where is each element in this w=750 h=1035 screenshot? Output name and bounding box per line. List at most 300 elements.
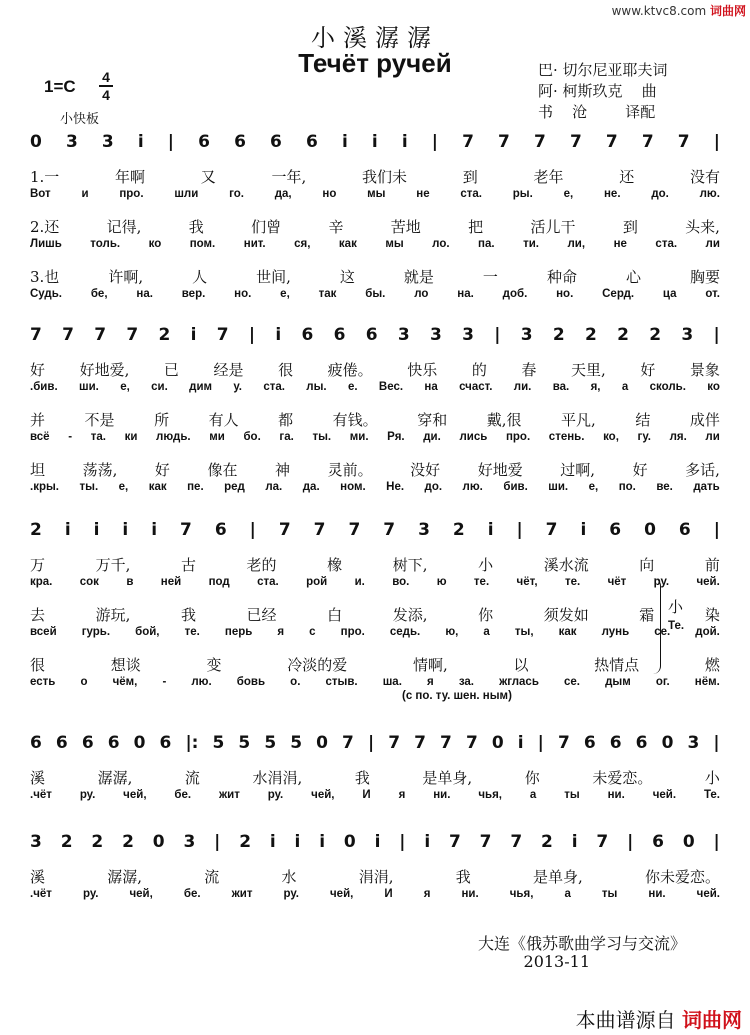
lyric-russian: ру. bbox=[79, 789, 96, 801]
lyric-russian: .чёт bbox=[30, 888, 52, 900]
lyric-russian: кра. bbox=[30, 576, 53, 588]
lyric-russian: бы. bbox=[365, 288, 386, 300]
lyric-russian: да, bbox=[274, 188, 292, 200]
note: 3 bbox=[101, 132, 114, 152]
lyric-russian: чья, bbox=[478, 789, 502, 801]
lyric-chinese: 想谈 bbox=[110, 656, 141, 674]
lyric-russian: я, bbox=[590, 381, 601, 393]
lyric-russian: - bbox=[68, 431, 73, 443]
lyric-chinese: 潺潺, bbox=[107, 868, 143, 886]
lyric-chinese: 好 bbox=[30, 361, 46, 379]
lyric-russian: не bbox=[613, 238, 627, 250]
lyric-russian: ном. bbox=[340, 481, 366, 493]
lyric-chinese: 古 bbox=[180, 556, 196, 574]
lyric-russian: ру. bbox=[653, 576, 670, 588]
lyric-russian: .кры. bbox=[30, 481, 59, 493]
barline: | bbox=[431, 132, 438, 152]
lyric-russian: ши. bbox=[548, 481, 569, 493]
lyric-russian: седь. bbox=[389, 626, 421, 638]
lyric-russian: ла. bbox=[265, 481, 283, 493]
tempo-marking: 小快板 bbox=[60, 112, 100, 127]
lyric-russian: И bbox=[384, 888, 393, 900]
lyric-russian: го. bbox=[229, 188, 244, 200]
lyric-chinese: 你 bbox=[524, 769, 540, 787]
lyric-russian: гу. bbox=[637, 431, 651, 443]
lyrics-russian-row bbox=[30, 381, 720, 393]
credit-composer: 阿· 柯斯玖克 曲 bbox=[538, 82, 657, 100]
lyric-russian: чей. bbox=[652, 789, 677, 801]
lyric-russian: сколь. bbox=[649, 381, 686, 393]
lyric-chinese: 这 bbox=[339, 268, 355, 286]
lyric-russian: бе, bbox=[90, 288, 108, 300]
lyric-chinese: 1.一 bbox=[30, 168, 60, 186]
lyric-russian: про. bbox=[119, 188, 144, 200]
lyric-russian: чей. bbox=[696, 888, 720, 900]
lyric-chinese: 情啊, bbox=[412, 656, 448, 674]
lyric-russian: лю. bbox=[699, 188, 720, 200]
lyric-russian: ша. bbox=[382, 676, 402, 688]
note: 2 bbox=[649, 325, 662, 345]
lyrics-russian-row bbox=[30, 188, 720, 200]
note: 6 bbox=[678, 520, 691, 540]
lyric-russian: на. bbox=[457, 288, 474, 300]
lyric-russian: так bbox=[318, 288, 337, 300]
lyric-russian: ко, bbox=[603, 431, 619, 443]
note: 6 bbox=[159, 733, 172, 753]
barline: | bbox=[248, 325, 256, 345]
lyric-russian: чей. bbox=[696, 576, 720, 588]
note: 5 bbox=[264, 733, 277, 753]
lyric-russian: те. bbox=[184, 626, 200, 638]
repeat-bracket bbox=[652, 578, 661, 674]
note: 6 bbox=[333, 325, 346, 345]
lyric-russian: у. bbox=[233, 381, 242, 393]
lyric-chinese: 辛 bbox=[328, 218, 344, 236]
title-chinese: 小溪潺潺 bbox=[311, 24, 439, 52]
lyric-russian: га. bbox=[279, 431, 294, 443]
lyric-russian: о bbox=[80, 676, 88, 688]
lyric-chinese: 变 bbox=[206, 656, 222, 674]
lyric-chinese: 发添, bbox=[392, 606, 428, 624]
lyric-russian: ца bbox=[662, 288, 677, 300]
notation-row bbox=[30, 832, 720, 852]
meter-top: 4 bbox=[102, 69, 110, 85]
note: 7 bbox=[596, 832, 609, 852]
lyric-russian: не. bbox=[603, 188, 621, 200]
barline: | bbox=[713, 520, 720, 540]
lyric-chinese: 溪 bbox=[30, 868, 46, 886]
note: i bbox=[580, 520, 587, 540]
lyric-russian: ди. bbox=[423, 431, 441, 443]
note: 3 bbox=[681, 325, 694, 345]
lyrics-chinese-row bbox=[30, 767, 720, 788]
lyric-chinese: 还 bbox=[619, 168, 635, 186]
lyric-chinese: 好 bbox=[640, 361, 656, 379]
note: 3 bbox=[520, 325, 533, 345]
lyric-russian: во. bbox=[392, 576, 410, 588]
lyric-chinese: 未爱恋。 bbox=[592, 769, 653, 787]
note: 7 bbox=[605, 132, 618, 152]
lyrics-chinese-row bbox=[30, 166, 720, 187]
note: 3 bbox=[429, 325, 442, 345]
notation-row bbox=[30, 325, 720, 345]
lyric-chinese: 已经 bbox=[246, 606, 277, 624]
lyric-chinese: 已 bbox=[163, 361, 179, 379]
lyric-chinese: 多话, bbox=[685, 461, 720, 479]
lyric-russian: под bbox=[208, 576, 230, 588]
lyric-chinese: 霜 bbox=[639, 606, 655, 624]
note: 2 bbox=[541, 832, 553, 852]
lyric-russian: стень. bbox=[548, 431, 585, 443]
lyric-russian: бив. bbox=[503, 481, 528, 493]
lyric-russian: стыв. bbox=[325, 676, 358, 688]
note: 6 bbox=[305, 132, 318, 152]
lyric-russian: лись bbox=[459, 431, 488, 443]
note: i bbox=[151, 520, 158, 540]
lyric-chinese: 万 bbox=[30, 556, 46, 574]
lyric-russian: е, bbox=[118, 481, 129, 493]
lyric-russian: ста. bbox=[257, 576, 279, 588]
lyrics-chinese-row bbox=[30, 554, 720, 575]
note: 0 bbox=[316, 733, 328, 753]
origin-site: 词曲网 bbox=[682, 1008, 742, 1032]
lyric-russian: я bbox=[277, 626, 285, 638]
note: 6 bbox=[270, 132, 282, 152]
lyrics-chinese-row bbox=[30, 866, 720, 887]
lyric-russian: дим bbox=[189, 381, 213, 393]
lyric-russian: ли bbox=[705, 238, 720, 250]
barline: | bbox=[367, 733, 375, 753]
lyric-chinese: 老年 bbox=[533, 168, 564, 186]
note: 0 bbox=[152, 832, 165, 852]
lyric-chinese: 们曾 bbox=[251, 218, 282, 236]
lyric-russian: от. bbox=[705, 288, 720, 300]
note: i bbox=[374, 832, 381, 852]
lyric-chinese: 疲倦。 bbox=[327, 361, 373, 379]
lyric-russian: всё bbox=[30, 431, 50, 443]
watermark-url: www.ktvc8.com bbox=[611, 4, 707, 18]
barline: | bbox=[713, 325, 720, 345]
lyric-russian: мы bbox=[367, 188, 386, 200]
lyric-russian: ли, bbox=[567, 238, 586, 250]
lyric-chinese: 成伴 bbox=[689, 411, 720, 429]
lyric-russian: да. bbox=[302, 481, 320, 493]
lyric-russian: ли. bbox=[513, 381, 532, 393]
lyric-russian: Судь. bbox=[30, 288, 62, 300]
lyric-chinese: 是单身, bbox=[532, 868, 583, 886]
lyric-chinese: 水涓涓, bbox=[252, 769, 303, 787]
lyric-russian: чей, bbox=[129, 888, 153, 900]
lyric-chinese: 溪 bbox=[30, 769, 46, 787]
time-signature bbox=[99, 70, 113, 102]
lyric-chinese: 是单身, bbox=[422, 769, 473, 787]
lyric-russian: чей, bbox=[123, 789, 147, 801]
lyric-russian: чей, bbox=[330, 888, 354, 900]
lyric-russian: бе. bbox=[174, 789, 192, 801]
lyric-chinese: 天里, bbox=[570, 361, 606, 379]
note: 7 bbox=[342, 733, 354, 753]
lyric-chinese: 3.也 bbox=[30, 268, 60, 286]
lyric-chinese: 戴,很 bbox=[486, 411, 522, 429]
footer-source: 大连《俄苏歌曲学习与交流》 bbox=[477, 934, 686, 953]
lyric-russian: ло bbox=[414, 288, 429, 300]
lyric-russian: есть bbox=[30, 676, 56, 688]
lyric-chinese: 冷淡的爱 bbox=[287, 656, 348, 674]
credit-lyricist: 巴· 切尔尼亚耶夫词 bbox=[538, 61, 668, 79]
note: 6 bbox=[583, 733, 596, 753]
note: 2 bbox=[452, 520, 465, 540]
lyric-chinese: 去 bbox=[30, 606, 46, 624]
lyric-russian: е. bbox=[347, 381, 358, 393]
lyric-chinese: 一 bbox=[482, 268, 498, 286]
lyric-russian: про. bbox=[340, 626, 365, 638]
lyrics-chinese-row bbox=[30, 266, 720, 287]
lyric-russian: на. bbox=[136, 288, 153, 300]
lyric-russian: ни. bbox=[648, 888, 666, 900]
note: 7 bbox=[498, 132, 510, 152]
lyric-russian: жит bbox=[219, 789, 240, 801]
note: 7 bbox=[557, 733, 570, 753]
lyric-russian: жит bbox=[231, 888, 253, 900]
note: 7 bbox=[677, 132, 690, 152]
lyric-russian: Вот bbox=[30, 188, 51, 200]
lyric-chinese: 流 bbox=[204, 868, 220, 886]
lyric-russian: ни. bbox=[461, 888, 479, 900]
lyric-russian: ты, bbox=[514, 626, 534, 638]
note: i bbox=[517, 733, 524, 753]
lyric-chinese: 年啊 bbox=[115, 168, 146, 186]
note: 5 bbox=[290, 733, 303, 753]
note: 7 bbox=[414, 733, 426, 753]
lyric-russian: е, bbox=[120, 381, 130, 393]
lyric-russian: сок bbox=[79, 576, 99, 588]
lyric-russian: ста. bbox=[655, 238, 678, 250]
note: 7 bbox=[533, 132, 546, 152]
lyric-russian: лю. bbox=[462, 481, 483, 493]
key-signature: 1=C bbox=[44, 77, 76, 96]
lyric-russian: ру. bbox=[82, 888, 99, 900]
lyric-chinese: 平凡, bbox=[561, 411, 596, 429]
note: 7 bbox=[62, 325, 74, 345]
lyric-russian: мы bbox=[385, 238, 404, 250]
note: 7 bbox=[462, 132, 474, 152]
lyric-russian: та. bbox=[90, 431, 106, 443]
note: 6 bbox=[365, 325, 378, 345]
note: 0 bbox=[30, 132, 42, 152]
note: 3 bbox=[30, 832, 42, 852]
note: i bbox=[93, 520, 100, 540]
note: 5 bbox=[212, 733, 225, 753]
note: i bbox=[64, 520, 71, 540]
lyric-chinese: 2.还 bbox=[30, 218, 60, 236]
lyric-chinese: 涓涓, bbox=[358, 868, 394, 886]
lyric-russian: е, bbox=[280, 288, 290, 300]
note: 6 bbox=[234, 132, 246, 152]
lyric-chinese: 神 bbox=[275, 461, 291, 479]
lyric-russian: ты. bbox=[312, 431, 332, 443]
lyric-russian: се. bbox=[654, 626, 671, 638]
lyric-russian: ста. bbox=[263, 381, 285, 393]
note: 3 bbox=[397, 325, 410, 345]
lyric-chinese: 种命 bbox=[546, 268, 577, 286]
note: 6 bbox=[652, 832, 664, 852]
lyric-russian: бе. bbox=[183, 888, 201, 900]
note: 2 bbox=[91, 832, 104, 852]
lyric-chinese: 好 bbox=[154, 461, 170, 479]
lyric-russian: а bbox=[483, 626, 490, 638]
note: 3 bbox=[462, 325, 474, 345]
note: i bbox=[571, 832, 578, 852]
barline: | bbox=[494, 325, 501, 345]
lyric-russian: и bbox=[81, 188, 89, 200]
origin-banner bbox=[576, 1004, 742, 1033]
lyric-chinese: 记得, bbox=[106, 218, 142, 236]
note: i bbox=[294, 832, 301, 852]
lyric-russian: .бив. bbox=[30, 381, 58, 393]
lyric-chinese: 白 bbox=[327, 606, 343, 624]
barline: | bbox=[214, 832, 221, 852]
lyric-russian: но. bbox=[234, 288, 252, 300]
lyric-chinese: 潺潺, bbox=[97, 769, 133, 787]
lyric-russian: ло. bbox=[432, 238, 450, 250]
lyric-russian: за. bbox=[458, 676, 474, 688]
lyric-russian: Вес. bbox=[378, 381, 404, 393]
note: i bbox=[137, 132, 144, 152]
lyrics-chinese-row bbox=[30, 359, 720, 380]
note: i bbox=[269, 832, 276, 852]
lyric-russian: лунь bbox=[601, 626, 630, 638]
lyric-chinese: 须发如 bbox=[543, 606, 589, 624]
lyric-russian: ля. bbox=[669, 431, 687, 443]
lyric-chinese: 我们未 bbox=[362, 168, 408, 186]
lyric-russian: ры. bbox=[512, 188, 533, 200]
lyric-russian: до. bbox=[651, 188, 669, 200]
lyric-russian: шли bbox=[174, 188, 199, 200]
lyric-russian: чём, bbox=[112, 676, 138, 688]
lyric-russian: гурь. bbox=[81, 626, 111, 638]
lyric-chinese: 经是 bbox=[213, 361, 244, 379]
note: 7 bbox=[278, 520, 291, 540]
lyric-chinese: 苦地 bbox=[390, 218, 421, 236]
lyric-russian: доб. bbox=[502, 288, 528, 300]
note: 7 bbox=[465, 733, 478, 753]
note: i bbox=[424, 832, 431, 852]
lyrics-chinese-row bbox=[30, 216, 720, 237]
meter-bottom: 4 bbox=[102, 87, 110, 103]
lyric-chinese: 染 bbox=[704, 606, 720, 624]
lyric-russian: ко bbox=[148, 238, 162, 250]
note: 7 bbox=[94, 325, 107, 345]
lyric-chinese: 万千, bbox=[95, 556, 131, 574]
lyric-chinese: 到 bbox=[462, 168, 478, 186]
note: 3 bbox=[687, 733, 700, 753]
lyrics-russian-row bbox=[30, 288, 720, 300]
notation-row bbox=[30, 132, 720, 152]
lyric-russian: ю bbox=[436, 576, 447, 588]
lyric-russian: по. bbox=[618, 481, 636, 493]
lyric-russian: Не. bbox=[386, 481, 405, 493]
barline: | bbox=[537, 733, 544, 753]
note: 7 bbox=[641, 132, 654, 152]
lyric-chinese: 心 bbox=[625, 268, 641, 286]
note: 3 bbox=[65, 132, 78, 152]
lyric-chinese: 就是 bbox=[403, 268, 434, 286]
lyric-russian: счаст. bbox=[459, 381, 493, 393]
note: 7 bbox=[569, 132, 582, 152]
watermark-brand: 词曲网 bbox=[709, 4, 746, 18]
lyric-russian: но. bbox=[556, 288, 574, 300]
lyric-russian: ки bbox=[124, 431, 138, 443]
lyric-chinese: 小 bbox=[704, 769, 720, 787]
lyric-chinese: 荡荡, bbox=[82, 461, 118, 479]
note: 3 bbox=[418, 520, 430, 540]
lyric-russian: но bbox=[322, 188, 337, 200]
lyrics-russian-row bbox=[30, 676, 720, 688]
note: 2 bbox=[617, 325, 629, 345]
note: 2 bbox=[122, 832, 134, 852]
lyric-russian: ва. bbox=[552, 381, 570, 393]
note: i bbox=[122, 520, 129, 540]
note: 6 bbox=[214, 520, 227, 540]
lyric-russian: ши. bbox=[78, 381, 99, 393]
title-russian: Течёт ручей bbox=[298, 48, 452, 78]
note: 0 bbox=[644, 520, 656, 540]
lyric-russian: ли bbox=[705, 431, 720, 443]
lyric-russian: пе. bbox=[187, 481, 204, 493]
lyric-russian: с bbox=[309, 626, 316, 638]
lyric-chinese: 都 bbox=[278, 411, 294, 429]
lyric-chinese: 没好 bbox=[410, 461, 441, 479]
lyric-chinese: 水 bbox=[281, 868, 297, 886]
lyric-russian: си. bbox=[151, 381, 168, 393]
site-watermark bbox=[612, 2, 746, 19]
note: 7 bbox=[383, 520, 396, 540]
note: 2 bbox=[552, 325, 565, 345]
lyric-russian: бой, bbox=[135, 626, 160, 638]
barline: | bbox=[713, 832, 720, 852]
lyric-russian: ни. bbox=[433, 789, 451, 801]
note: 6 bbox=[30, 733, 42, 753]
note: 6 bbox=[81, 733, 94, 753]
lyric-chinese: 坦 bbox=[30, 461, 46, 479]
notation-row bbox=[30, 733, 720, 753]
lyric-russian: ру. bbox=[267, 789, 284, 801]
lyrics-russian-row bbox=[30, 238, 720, 250]
lyric-russian: дым bbox=[605, 676, 631, 688]
lyric-chinese: 有人 bbox=[208, 411, 239, 429]
barline: | bbox=[713, 733, 720, 753]
lyric-chinese: 橡 bbox=[327, 556, 343, 574]
lyric-russian: - bbox=[162, 676, 167, 688]
lyric-russian: всей bbox=[30, 626, 57, 638]
note: 2 bbox=[60, 832, 73, 852]
note: 6 bbox=[609, 520, 622, 540]
note: 7 bbox=[313, 520, 326, 540]
lyrics-russian-row bbox=[30, 888, 720, 900]
lyrics-chinese-row bbox=[30, 459, 720, 480]
lyric-chinese: 小 bbox=[478, 556, 494, 574]
lyric-chinese: 我 bbox=[180, 606, 196, 624]
lyric-russian: ю, bbox=[445, 626, 459, 638]
lyric-russian: ни. bbox=[607, 789, 625, 801]
lyric-russian: чья, bbox=[509, 888, 534, 900]
note: 0 bbox=[661, 733, 674, 753]
lyric-russian: ти. bbox=[523, 238, 539, 250]
note: 0 bbox=[343, 832, 356, 852]
barline: | bbox=[516, 520, 523, 540]
credits bbox=[538, 60, 668, 123]
lyric-chinese: 游玩, bbox=[95, 606, 131, 624]
